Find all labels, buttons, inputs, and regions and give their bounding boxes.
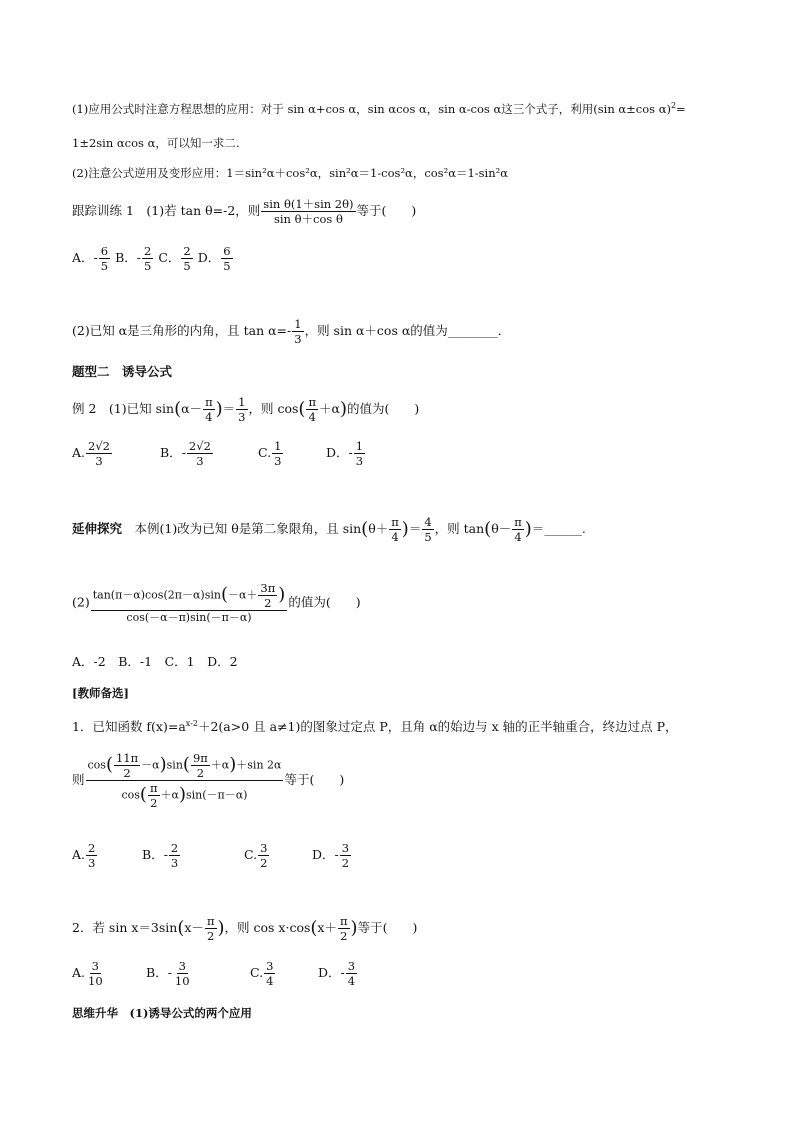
teacher-q1-expression: 则 cos( $\frac{11\pi}{2}$ －α)sin( $\frac{9\pi}{2}$ ＋α)＋sin 2α cos( $\frac{\pi}{2}$ ＋α)sin(－π－α) 等于( ) (72, 751, 345, 811)
example-2-question: 例 2 (1)已知 sin(α－ $\frac{\pi}{4}$ )＝ $\frac{1}{3}$ ，则 cos( $\frac{\pi}{4}$ ＋α)的值为( ) (72, 395, 420, 425)
example-2-part-2-options: A．-2 B．-1 C．1 D．2 (72, 654, 238, 669)
teacher-q2: 2．若 sin x＝3sin(x－ $\frac{\pi}{2}$ )，则 cos x·cos(x＋ $\frac{\pi}{2}$ )等于( ) (72, 914, 418, 944)
teacher-q2-options (72, 960, 358, 987)
tracking-1-fraction: $\frac{\text{sin θ(1＋sin 2θ)}}{\text{sin θ＋cos θ}}$ (263, 197, 354, 227)
option-a: A. $\frac{2}{3}$ (72, 841, 96, 871)
option-a: A. $\frac{3}{10}$ (72, 959, 103, 989)
teacher-q1-line-1: 1．已知函数 $f(x)=a^{x-2}+2(a>0$ 且 a≠1)的图象过定点 P，且角 α的始边与 x 轴的正半轴重合，终边过点 P， (72, 719, 678, 735)
thinking-summary: 思维升华 (1)诱导公式的两个应用 (72, 1006, 252, 1020)
teacher-section-title: [教师备选] (72, 686, 129, 700)
note-2: (2)注意公式逆用及变形应用：1＝sin²α＋cos²α，sin²α＝1-cos²α，cos²α＝1-sin²α (72, 166, 509, 180)
section-title: 题型二 诱导公式 (72, 364, 173, 379)
option-a: A. $\frac{2√2}{3}$ (72, 439, 110, 469)
tracking-1-question: 跟踪训练 1 (1)若 tan θ=-2，则 $\frac{\text{sin θ(1＋sin 2θ)}}{\text{sin θ＋cos θ}}$ 等于( ) (72, 197, 417, 227)
teacher-q1-options (72, 842, 352, 869)
option-c: C． $\frac{2}{5}$ (158, 244, 191, 274)
option-b: B．- $\frac{2}{5}$ (115, 244, 152, 274)
option-d: D． $\frac{6}{5}$ (197, 244, 231, 274)
option-c: C. $\frac{3}{2}$ (244, 841, 268, 871)
example-2-part-2: (2) tan(π－α)cos(2π－α)sin(－α＋ $\frac{3\pi}{2}$ ) cos(－α－π)sin(－π－α) 的值为( ) (72, 581, 361, 625)
note-1-line-1: (1)应用公式时注意方程思想的应用：对于 sin α+cos α，sin αcos α，sin α-cos α这三个式子，利用(sin α±cos α)$^2$= (72, 101, 686, 116)
option-b: B．- $\frac{3}{10}$ (146, 959, 190, 989)
option-c: C. $\frac{3}{4}$ (250, 959, 274, 989)
option-d: D．- $\frac{3}{4}$ (318, 959, 356, 989)
note-1-line-2: 1±2sin αcos α，可以知一求二. (72, 136, 240, 150)
option-d: D．- $\frac{1}{3}$ (326, 439, 364, 469)
option-c: C. $\frac{1}{3}$ (258, 439, 282, 469)
extension-question: 延伸探究 本例(1)改为已知 θ是第二象限角，且 sin(θ＋ $\frac{\pi}{4}$ )＝ $\frac{4}{5}$ ，则 tan(θ－ $\frac{\pi}{4}$ )＝______. (72, 515, 586, 545)
tracking-1-options (72, 245, 234, 272)
option-b: B．- $\frac{2√2}{3}$ (160, 439, 211, 469)
option-a: A．- $\frac{6}{5}$ (72, 244, 109, 274)
option-d: D．- $\frac{3}{2}$ (312, 841, 350, 871)
tracking-2-question: (2)已知 α是三角形的内角，且 tan α=- $\frac{1}{3}$ ，则 sin α＋cos α的值为________． (72, 317, 511, 347)
option-b: B．- $\frac{2}{3}$ (142, 841, 179, 871)
example-2-options (72, 440, 366, 467)
